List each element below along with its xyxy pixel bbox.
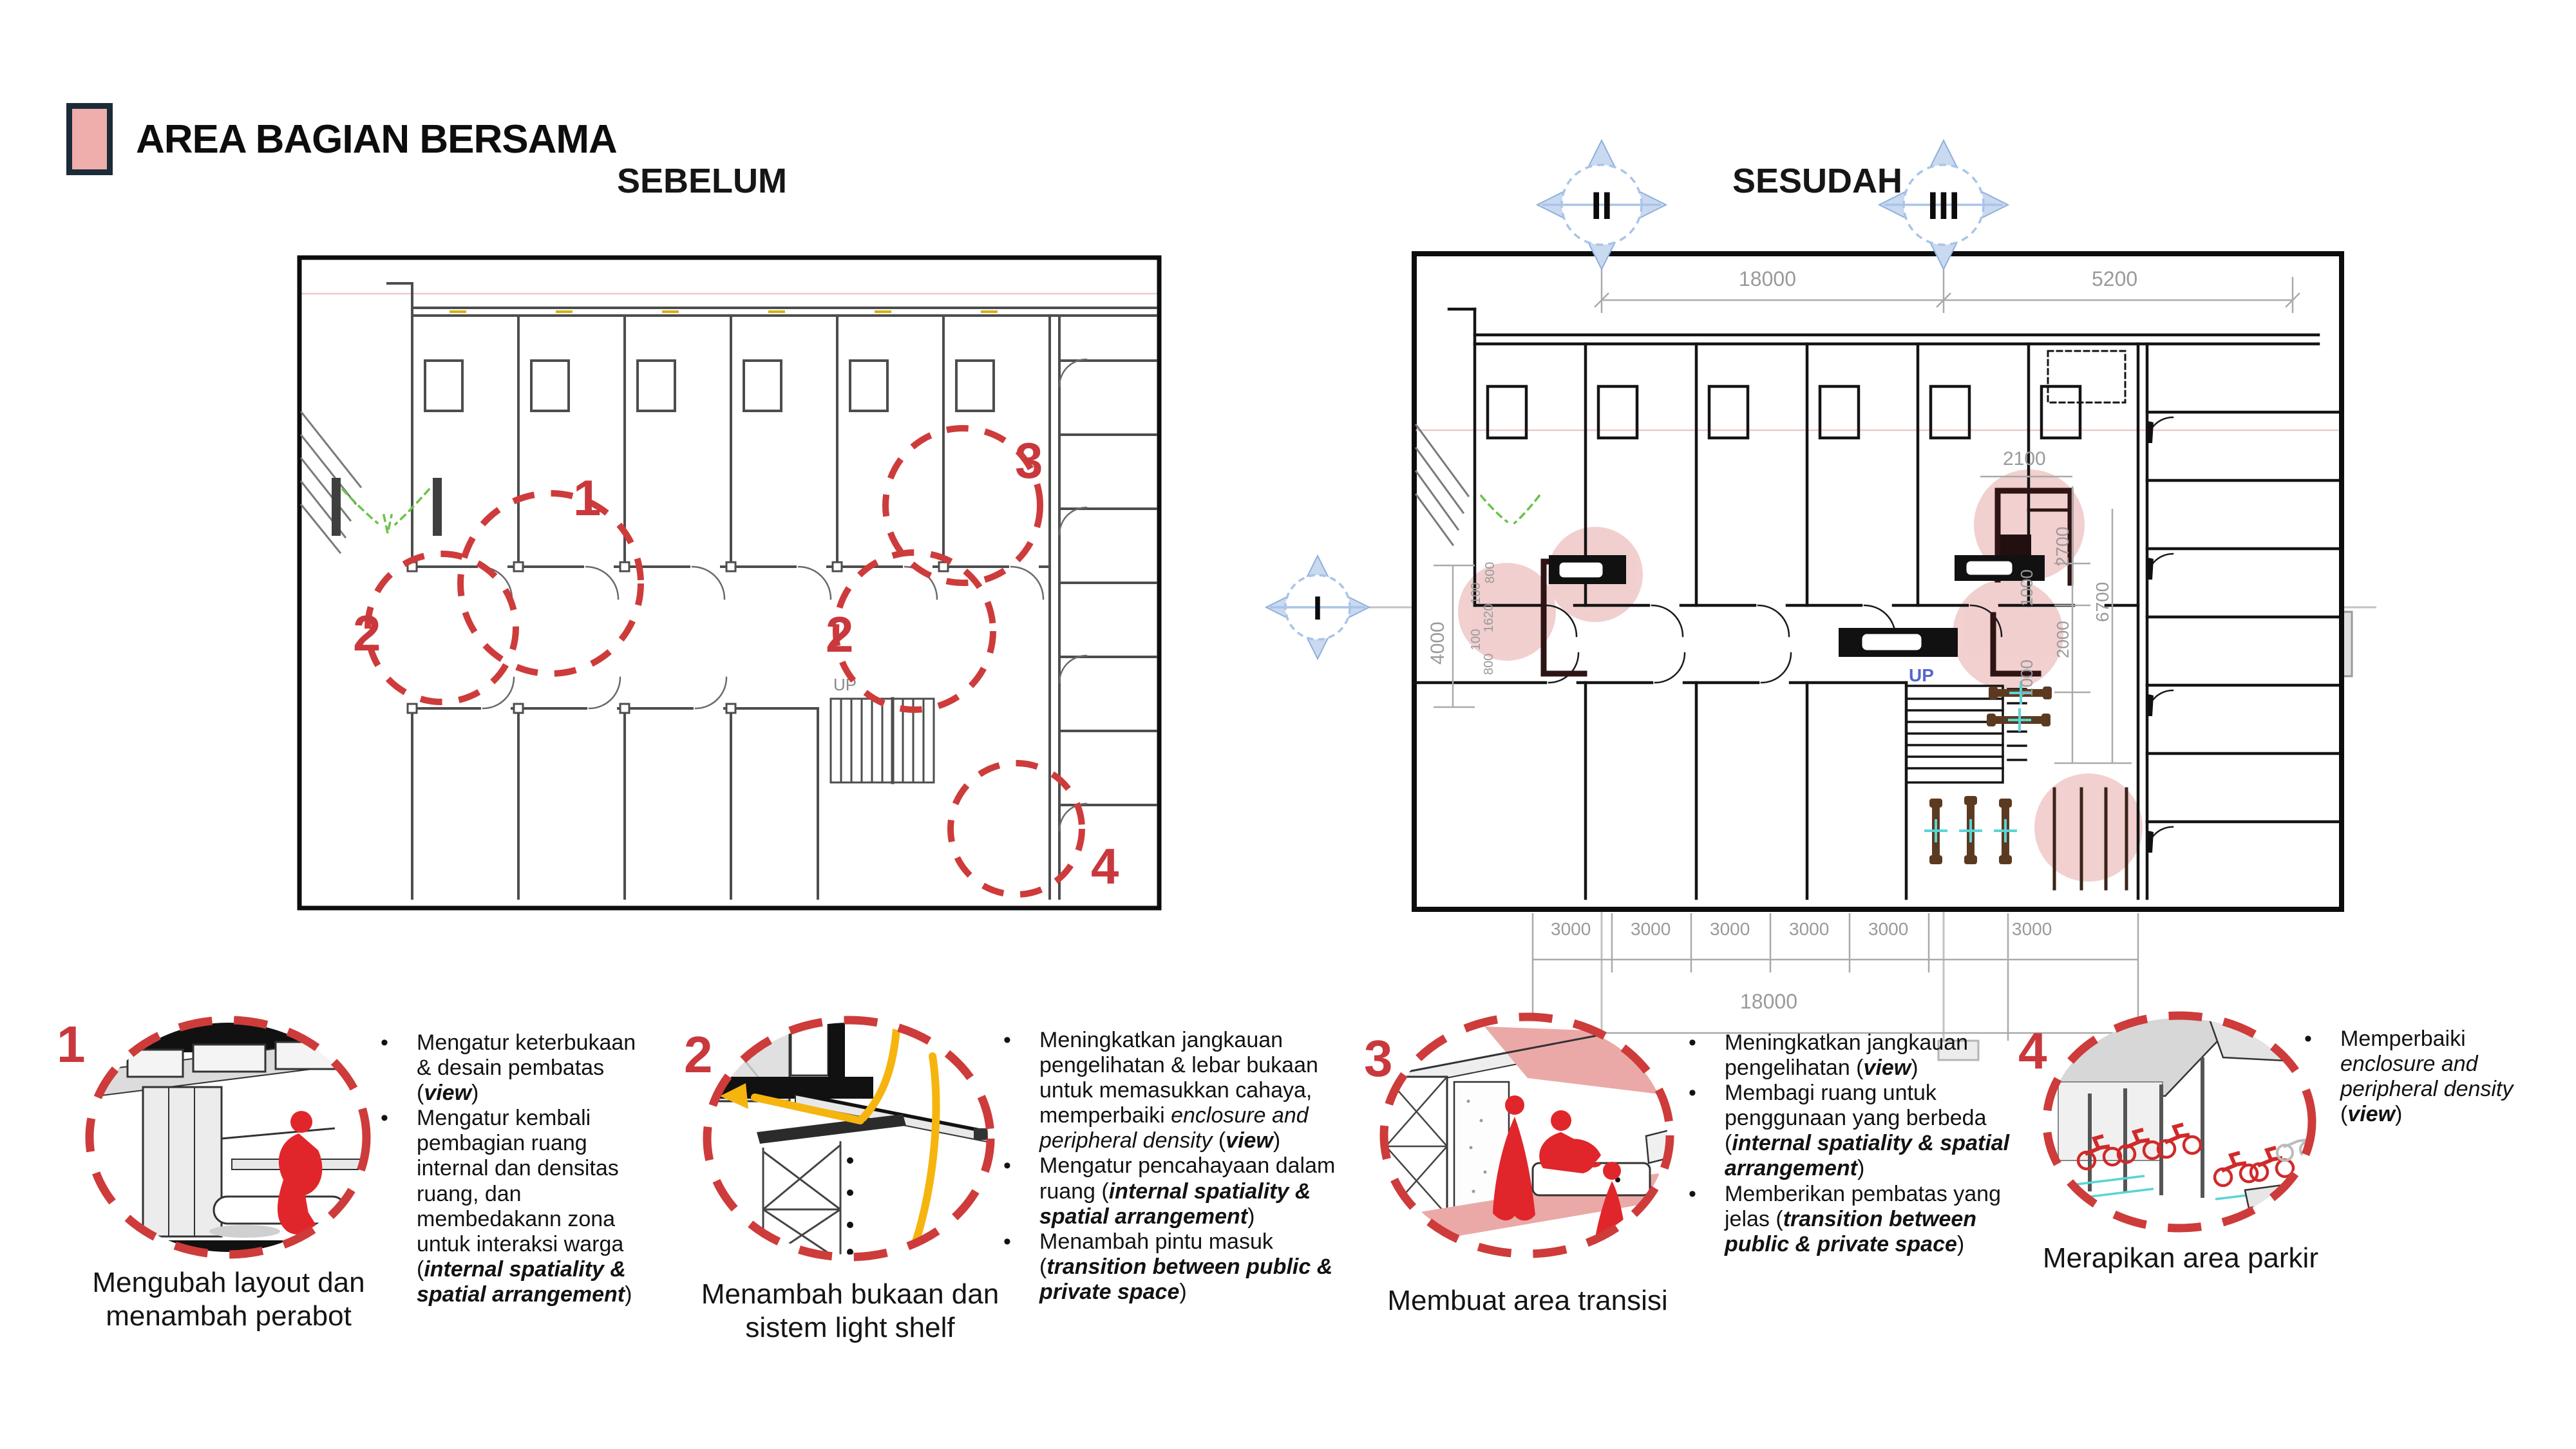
svg-text:3000: 3000	[1631, 919, 1671, 939]
svg-text:3000: 3000	[1710, 919, 1750, 939]
plan-after	[1414, 254, 2342, 909]
svg-text:800: 800	[1483, 562, 1497, 583]
svg-text:2700: 2700	[2052, 526, 2072, 567]
svg-text:3000: 3000	[1551, 919, 1591, 939]
up-label-after: UP	[1909, 665, 1934, 685]
svg-text:1000: 1000	[2017, 569, 2036, 607]
item-4-number: 4	[2018, 1022, 2047, 1079]
bullet-item: • Menambah pintu masuk (transition between public & private space)	[999, 1229, 1372, 1305]
svg-text:3000: 3000	[1868, 919, 1909, 939]
callout-label-2b: 2	[826, 606, 854, 663]
up-label-before: UP	[833, 675, 857, 694]
svg-text:I: I	[1312, 590, 1323, 627]
legend-swatch	[66, 103, 113, 175]
legend-label: AREA BAGIAN BERSAMA	[136, 117, 617, 162]
item-1-title: Mengubah layout dan menambah perabot	[92, 1267, 365, 1332]
svg-text:800: 800	[1482, 653, 1496, 675]
item-3-number: 3	[1364, 1030, 1393, 1087]
bullet-item: • Memperbaiki enclosure and peripheral density (view)	[2300, 1027, 2533, 1127]
legend	[66, 103, 617, 175]
callout-label-3: 3	[1015, 432, 1043, 489]
section-marker-I	[1266, 556, 1369, 659]
bullet-item: • Mengatur keterbukaan & desain pembatas (view)	[377, 1030, 642, 1106]
vignette-3-transition-area	[1381, 1016, 1678, 1261]
item-1-bullets	[377, 1030, 642, 1307]
svg-text:1620: 1620	[1482, 603, 1496, 632]
bullet-item: • Memberikan pembatas yang jelas (transition between public & private space)	[1685, 1182, 2045, 1257]
item-4-title: Merapikan area parkir	[2043, 1242, 2318, 1274]
svg-text:II: II	[1591, 184, 1613, 227]
svg-text:1000: 1000	[2017, 659, 2036, 697]
svg-text:6700: 6700	[2092, 582, 2112, 622]
vignette-1-layout-furniture	[84, 1018, 374, 1262]
entry-pilaster	[332, 478, 341, 536]
item-1-number: 1	[57, 1016, 86, 1073]
vignette-4-parking	[2045, 1005, 2316, 1233]
bullet-item: • Meningkatkan jangkauan pengelihatan (view)	[1685, 1030, 2045, 1081]
item-4-bullets	[2300, 1027, 2533, 1127]
plan-before	[299, 258, 1159, 908]
svg-text:5200: 5200	[2092, 267, 2138, 290]
bullet-item: • Meningkatkan jangkauan pengelihatan & lebar bukaan untuk memasukkan cahaya, memperbaiki enclosure and peripheral density (view)	[999, 1028, 1372, 1153]
plan-title-after: SESUDAH	[1732, 162, 1903, 200]
bullet-item: • Mengatur pencahayaan dalam ruang (internal spatiality & spatial arrangement)	[999, 1153, 1372, 1229]
section-marker-III	[1879, 140, 2008, 269]
svg-text:4000: 4000	[1427, 621, 1448, 665]
bullet-item: • Mengatur kembali pembagian ruang internal dan densitas ruang, dan membedakann zona untuk interaksi warga (internal spatiality & spatial arrangement)	[377, 1106, 642, 1307]
entry-pilaster	[433, 478, 442, 536]
item-2-title: Menambah bukaan dan sistem light shelf	[701, 1278, 999, 1343]
svg-text:2000: 2000	[2053, 621, 2072, 658]
callout-label-4: 4	[1091, 838, 1119, 895]
svg-text:100: 100	[1469, 629, 1483, 650]
svg-text:18000: 18000	[1740, 990, 1797, 1013]
bullet-item: • Membagi ruang untuk penggunaan yang berbeda (internal spatiality & spatial arrangement)	[1685, 1081, 2045, 1181]
svg-text:III: III	[1927, 184, 1960, 227]
item-3-title: Membuat area transisi	[1387, 1285, 1668, 1316]
svg-text:18000: 18000	[1739, 267, 1796, 290]
plan-title-before: SEBELUM	[616, 162, 787, 200]
item-2-number: 2	[684, 1026, 713, 1083]
svg-text:2100: 2100	[2003, 448, 2046, 469]
vignette-2-light-shelf	[702, 1018, 999, 1288]
svg-text:3000: 3000	[2012, 919, 2052, 939]
item-2-bullets	[999, 1028, 1372, 1305]
svg-text:100: 100	[1469, 582, 1483, 604]
section-marker-II	[1537, 140, 1666, 269]
item-3-bullets	[1685, 1030, 2045, 1257]
callout-label-1: 1	[573, 469, 601, 526]
callout-label-2a: 2	[353, 605, 381, 661]
svg-text:3000: 3000	[1789, 919, 1830, 939]
